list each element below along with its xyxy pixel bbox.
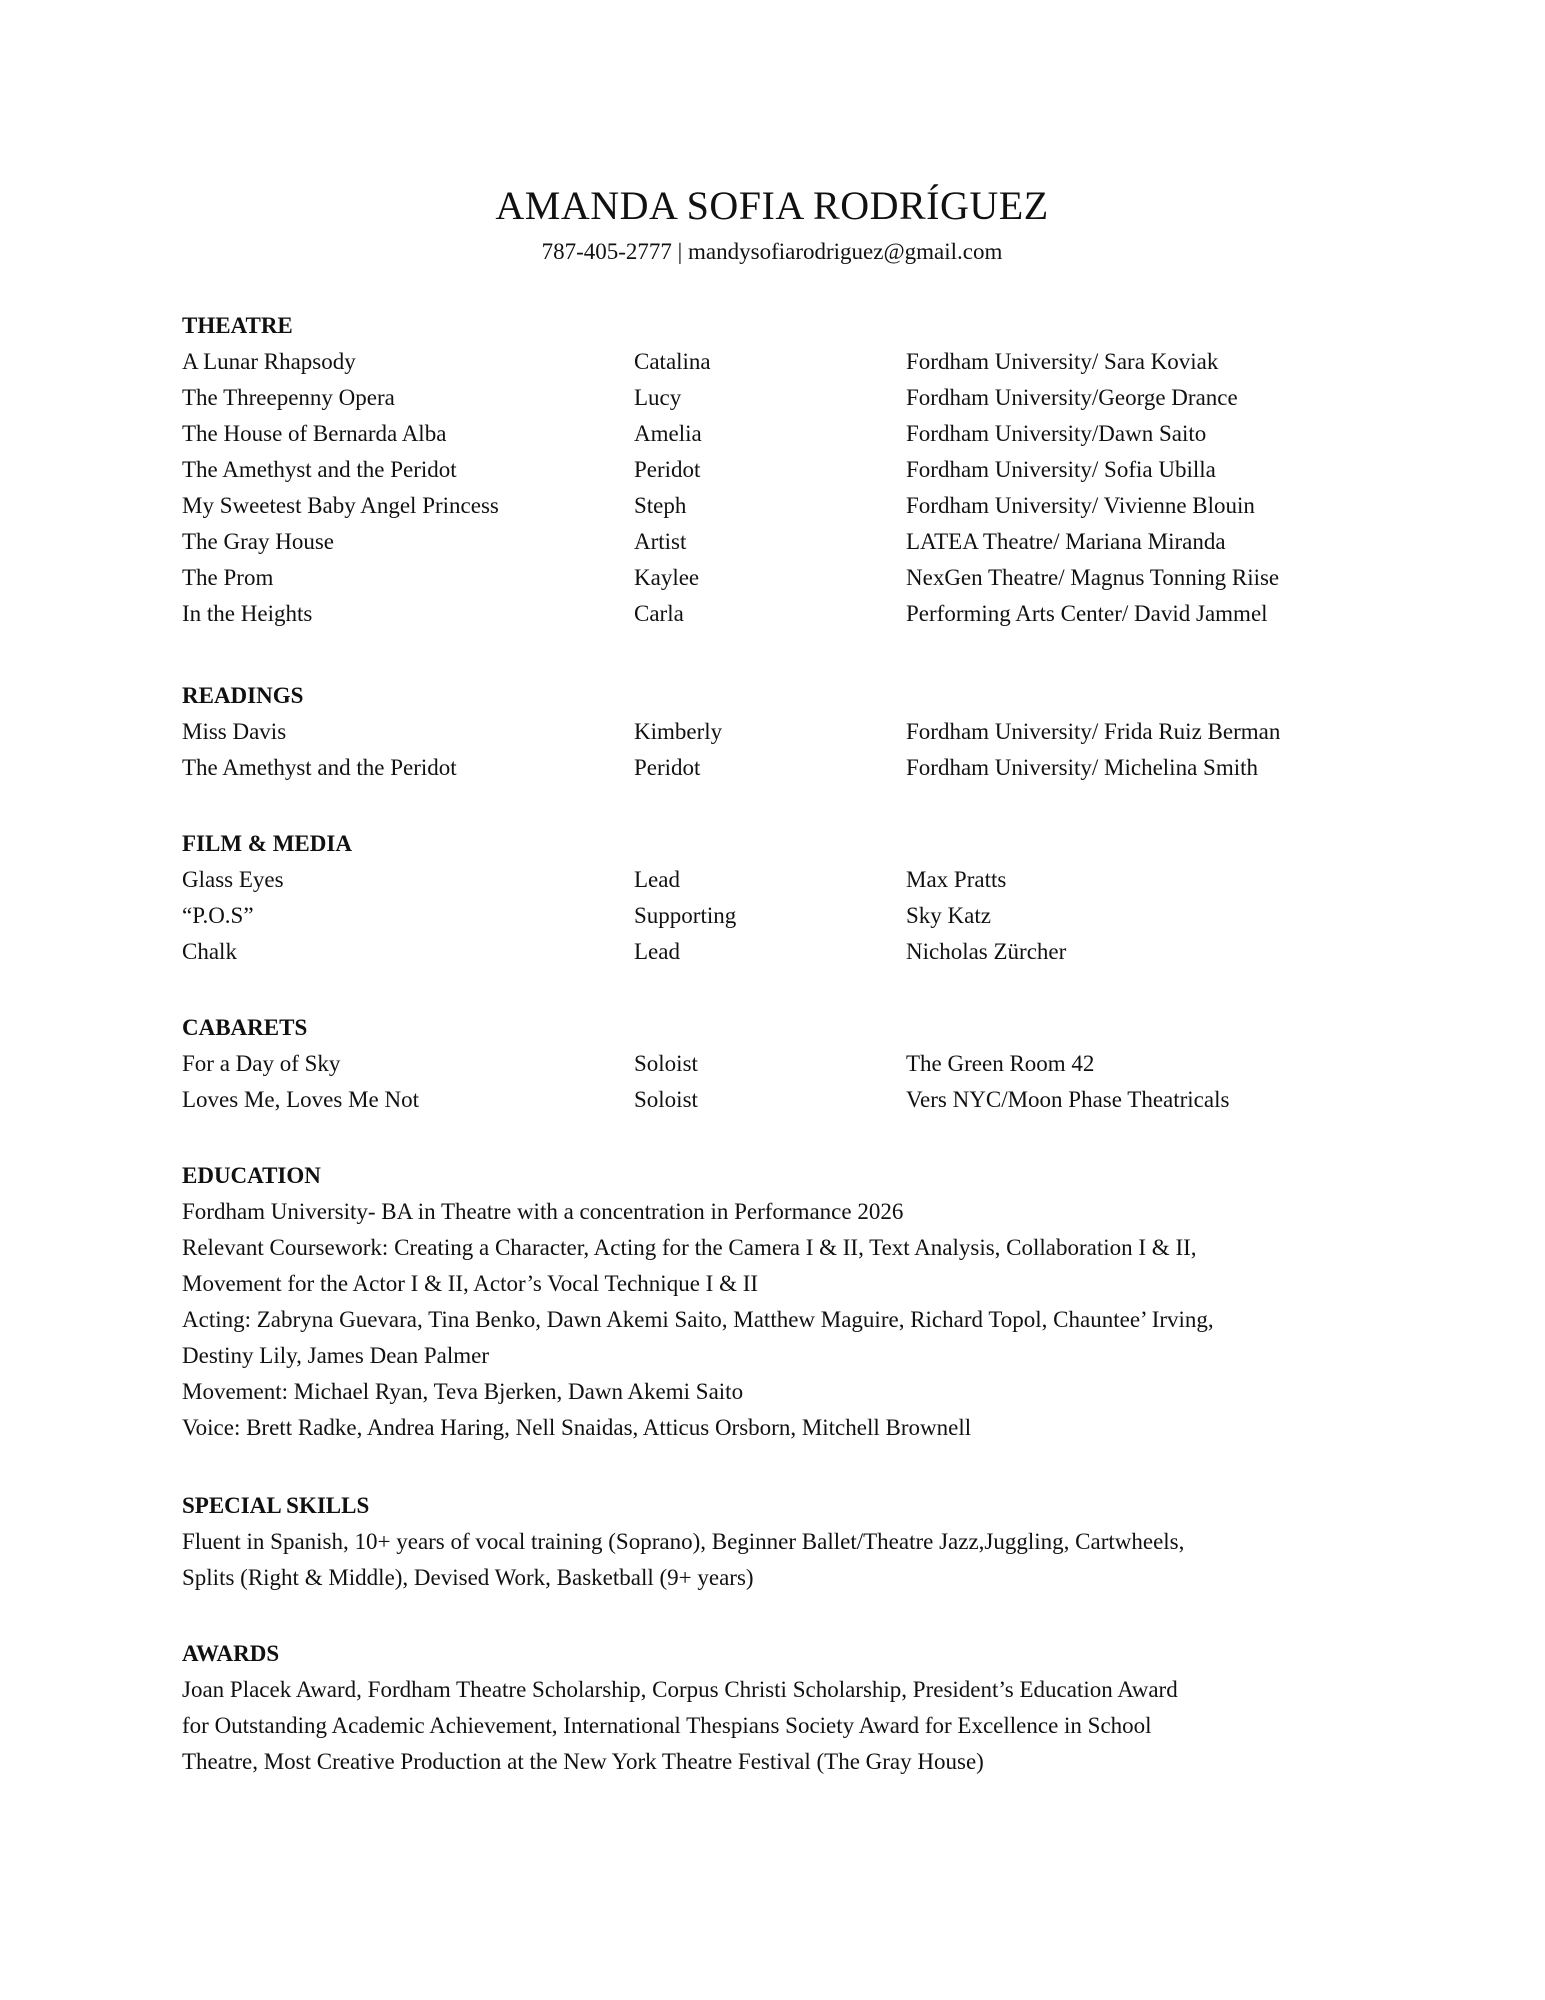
credit-title: Loves Me, Loves Me Not xyxy=(182,1087,419,1112)
credit-venue: Fordham University/ Michelina Smith xyxy=(906,755,1258,780)
credit-row xyxy=(182,750,1382,786)
credit-venue: Fordham University/Dawn Saito xyxy=(906,421,1207,446)
section-heading-theatre: THEATRE xyxy=(182,313,293,338)
credit-row xyxy=(182,380,1382,416)
credit-title: The Prom xyxy=(182,565,274,590)
credit-title: Miss Davis xyxy=(182,719,287,744)
credit-venue: Sky Katz xyxy=(906,903,991,928)
credit-venue: Performing Arts Center/ David Jammel xyxy=(906,601,1268,626)
credit-venue: Max Pratts xyxy=(906,867,1007,892)
credit-role: Lead xyxy=(634,939,680,964)
section-heading-readings: READINGS xyxy=(182,683,304,708)
credit-title: My Sweetest Baby Angel Princess xyxy=(182,493,499,518)
credit-row xyxy=(182,862,1382,898)
credit-venue: Fordham University/ Frida Ruiz Berman xyxy=(906,719,1281,744)
credit-role: Soloist xyxy=(634,1051,698,1076)
credit-row xyxy=(182,344,1382,380)
credit-venue: Fordham University/ Vivienne Blouin xyxy=(906,493,1255,518)
credit-venue: The Green Room 42 xyxy=(906,1051,1095,1076)
credit-row xyxy=(182,452,1382,488)
credit-venue: NexGen Theatre/ Magnus Tonning Riise xyxy=(906,565,1280,590)
credit-role: Carla xyxy=(634,601,684,626)
credit-role: Lucy xyxy=(634,385,682,410)
credit-role: Supporting xyxy=(634,903,737,928)
awards-line: for Outstanding Academic Achievement, International Thespians Society Award for Excellence in School xyxy=(182,1713,1152,1738)
credit-venue: Nicholas Zürcher xyxy=(906,939,1067,964)
education-line: Movement for the Actor I & II, Actor’s Vocal Technique I & II xyxy=(182,1271,759,1296)
education-line: Relevant Coursework: Creating a Character, Acting for the Camera I & II, Text Analysis, Collaboration I & II, xyxy=(182,1235,1197,1260)
credit-venue: Fordham University/George Drance xyxy=(906,385,1238,410)
education-line: Movement: Michael Ryan, Teva Bjerken, Dawn Akemi Saito xyxy=(182,1379,744,1404)
credit-title: In the Heights xyxy=(182,601,313,626)
credit-row xyxy=(182,416,1382,452)
credit-role: Soloist xyxy=(634,1087,698,1112)
cabarets-section xyxy=(182,1010,1382,1118)
section-heading-special-skills: SPECIAL SKILLS xyxy=(182,1493,370,1518)
credit-row xyxy=(182,524,1382,560)
section-heading-film-media: FILM & MEDIA xyxy=(182,831,352,856)
credit-venue: Fordham University/ Sara Koviak xyxy=(906,349,1219,374)
credit-title: A Lunar Rhapsody xyxy=(182,349,356,374)
film-media-section xyxy=(182,826,1382,970)
credit-title: The Amethyst and the Peridot xyxy=(182,457,457,482)
resume-name: AMANDA SOFIA RODRÍGUEZ xyxy=(495,183,1049,228)
credit-title: For a Day of Sky xyxy=(182,1051,341,1076)
credit-venue: Fordham University/ Sofia Ubilla xyxy=(906,457,1216,482)
credit-role: Kimberly xyxy=(634,719,723,744)
credit-title: The Gray House xyxy=(182,529,335,554)
section-heading-cabarets: CABARETS xyxy=(182,1015,308,1040)
credit-title: Chalk xyxy=(182,939,237,964)
credit-role: Steph xyxy=(634,493,687,518)
credit-role: Peridot xyxy=(634,755,701,780)
awards-section xyxy=(182,1636,1382,1780)
skills-line: Fluent in Spanish, 10+ years of vocal training (Soprano), Beginner Ballet/Theatre Jazz,Juggling, Cartwheels, xyxy=(182,1529,1185,1554)
credit-row xyxy=(182,934,1382,970)
credit-row xyxy=(182,560,1382,596)
skills-line: Splits (Right & Middle), Devised Work, Basketball (9+ years) xyxy=(182,1565,754,1590)
credit-role: Amelia xyxy=(634,421,702,446)
section-heading-awards: AWARDS xyxy=(182,1641,280,1666)
credit-title: The Amethyst and the Peridot xyxy=(182,755,457,780)
education-line: Acting: Zabryna Guevara, Tina Benko, Dawn Akemi Saito, Matthew Maguire, Richard Topol, Chauntee’ Irving, xyxy=(182,1307,1214,1332)
credit-title: Glass Eyes xyxy=(182,867,284,892)
education-line: Destiny Lily, James Dean Palmer xyxy=(182,1343,490,1368)
credit-role: Kaylee xyxy=(634,565,700,590)
credit-row xyxy=(182,1046,1382,1082)
credit-venue: Vers NYC/Moon Phase Theatricals xyxy=(906,1087,1230,1112)
credit-row xyxy=(182,898,1382,934)
credit-title: The Threepenny Opera xyxy=(182,385,395,410)
credit-role: Catalina xyxy=(634,349,711,374)
education-line: Fordham University- BA in Theatre with a concentration in Performance 2026 xyxy=(182,1199,904,1224)
credit-venue: LATEA Theatre/ Mariana Miranda xyxy=(906,529,1226,554)
credit-row xyxy=(182,596,1382,632)
credit-role: Artist xyxy=(634,529,687,554)
special-skills-section xyxy=(182,1488,1382,1596)
credit-role: Lead xyxy=(634,867,680,892)
readings-section xyxy=(182,678,1382,786)
credit-row xyxy=(182,714,1382,750)
credit-role: Peridot xyxy=(634,457,701,482)
education-section xyxy=(182,1158,1382,1446)
awards-line: Theatre, Most Creative Production at the New York Theatre Festival (The Gray House) xyxy=(182,1749,984,1774)
awards-line: Joan Placek Award, Fordham Theatre Scholarship, Corpus Christi Scholarship, President’s Education Award xyxy=(182,1677,1178,1702)
theatre-section xyxy=(182,308,1382,632)
section-heading-education: EDUCATION xyxy=(182,1163,321,1188)
credit-title: “P.O.S” xyxy=(182,903,254,928)
credit-row xyxy=(182,488,1382,524)
credit-title: The House of Bernarda Alba xyxy=(182,421,447,446)
education-line: Voice: Brett Radke, Andrea Haring, Nell Snaidas, Atticus Orsborn, Mitchell Brownell xyxy=(182,1415,972,1440)
contact-info: 787-405-2777 | mandysofiarodriguez@gmail.com xyxy=(541,239,1003,264)
credit-row xyxy=(182,1082,1382,1118)
